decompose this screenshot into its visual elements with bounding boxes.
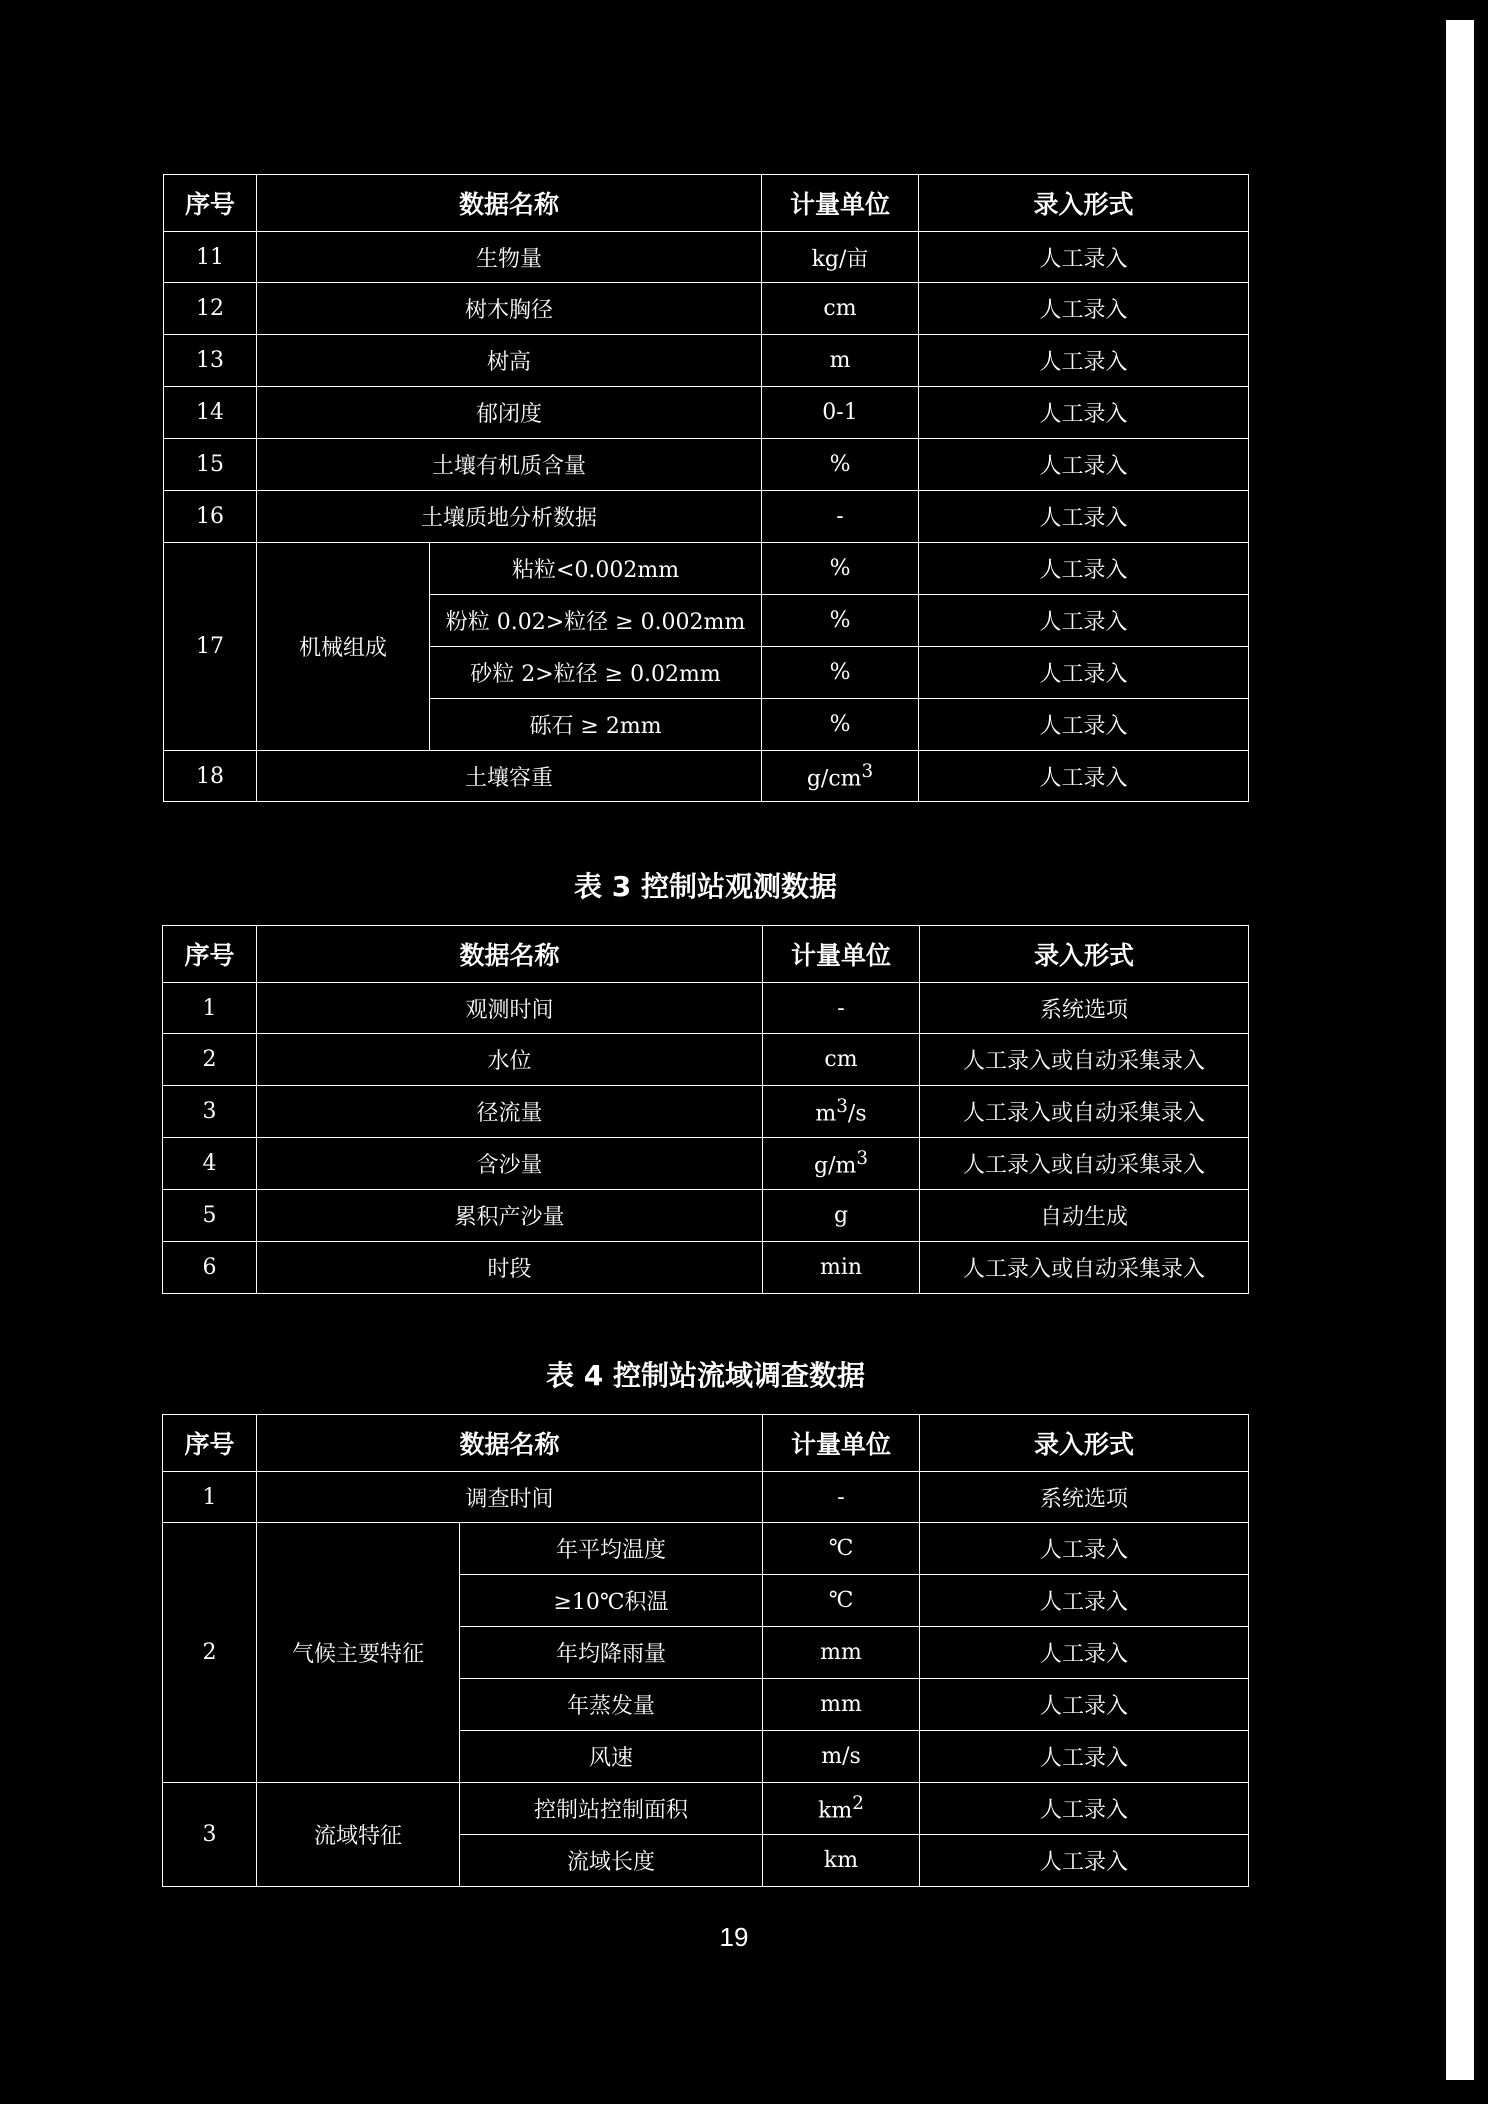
row-unit: mm xyxy=(763,1679,920,1731)
table-row xyxy=(163,1034,1249,1086)
row-entry-method: 人工录入 xyxy=(919,595,1249,647)
row-data-name: 土壤容重 xyxy=(257,751,762,802)
row-unit: % xyxy=(762,439,919,491)
table-row xyxy=(163,1783,1249,1835)
row-unit: % xyxy=(762,543,919,595)
row-entry-method: 人工录入或自动采集录入 xyxy=(920,1242,1249,1294)
header-entry: 录入形式 xyxy=(920,926,1249,983)
row-entry-method: 人工录入或自动采集录入 xyxy=(920,1034,1249,1086)
row-data-name: 树木胸径 xyxy=(257,283,762,335)
row-number: 6 xyxy=(163,1242,257,1294)
header-entry: 录入形式 xyxy=(919,175,1249,232)
unit-base: km xyxy=(818,1798,853,1824)
row-entry-method: 人工录入 xyxy=(919,283,1249,335)
table-row xyxy=(164,335,1249,387)
header-unit: 计量单位 xyxy=(762,175,919,232)
row-entry-method: 人工录入 xyxy=(920,1523,1249,1575)
row-entry-method: 人工录入 xyxy=(920,1575,1249,1627)
sub-item-name: ≥10℃积温 xyxy=(460,1575,763,1627)
table-row xyxy=(163,1190,1249,1242)
row-unit: km xyxy=(763,1835,920,1887)
row-entry-method: 人工录入 xyxy=(919,232,1249,283)
table-caption: 表 4 控制站流域调查数据 xyxy=(546,1359,865,1392)
group-number: 3 xyxy=(163,1783,257,1887)
table-header-row xyxy=(163,1415,1249,1472)
sub-item-name: 砂粒 2>粒径 ≥ 0.02mm xyxy=(430,647,762,699)
header-seq: 序号 xyxy=(163,926,257,983)
row-data-name: 调查时间 xyxy=(257,1472,763,1523)
table-header-row xyxy=(164,175,1249,232)
row-number: 5 xyxy=(163,1190,257,1242)
row-entry-method: 人工录入 xyxy=(919,335,1249,387)
unit-base: g/cm xyxy=(806,766,862,792)
row-unit: - xyxy=(762,491,919,543)
row-entry-method: 人工录入 xyxy=(920,1679,1249,1731)
header-unit: 计量单位 xyxy=(763,926,920,983)
row-data-name: 径流量 xyxy=(257,1086,763,1138)
row-number: 3 xyxy=(163,1086,257,1138)
row-unit xyxy=(763,1086,920,1138)
row-unit: 0-1 xyxy=(762,387,919,439)
row-data-name: 时段 xyxy=(257,1242,763,1294)
row-number: 4 xyxy=(163,1138,257,1190)
watershed-survey-table xyxy=(162,1414,1249,1887)
sub-item-name: 年平均温度 xyxy=(460,1523,763,1575)
row-entry-method: 人工录入 xyxy=(919,699,1249,751)
station-observation-table xyxy=(162,925,1249,1294)
row-unit: min xyxy=(763,1242,920,1294)
header-entry: 录入形式 xyxy=(920,1415,1249,1472)
sub-item-name: 年均降雨量 xyxy=(460,1627,763,1679)
row-unit: kg/亩 xyxy=(762,232,919,283)
row-entry-method: 人工录入或自动采集录入 xyxy=(920,1086,1249,1138)
row-data-name: 水位 xyxy=(257,1034,763,1086)
page-edge-bar xyxy=(1446,20,1474,2080)
sub-item-name: 年蒸发量 xyxy=(460,1679,763,1731)
table-row xyxy=(164,439,1249,491)
row-number: 2 xyxy=(163,1034,257,1086)
row-unit: % xyxy=(762,595,919,647)
row-unit: mm xyxy=(763,1627,920,1679)
unit-base: g/m xyxy=(813,1153,857,1179)
row-number: 18 xyxy=(164,751,257,802)
row-unit: % xyxy=(762,647,919,699)
sub-item-name: 粘粒<0.002mm xyxy=(430,543,762,595)
row-unit: cm xyxy=(763,1034,920,1086)
page-number: 19 xyxy=(719,1922,749,1952)
table-row xyxy=(163,1472,1249,1523)
row-unit: ℃ xyxy=(763,1575,920,1627)
row-unit: - xyxy=(763,1472,920,1523)
row-entry-method: 人工录入或自动采集录入 xyxy=(920,1138,1249,1190)
row-unit: cm xyxy=(762,283,919,335)
row-data-name: 生物量 xyxy=(257,232,762,283)
row-unit: ℃ xyxy=(763,1523,920,1575)
row-data-name: 观测时间 xyxy=(257,983,763,1034)
row-number: 16 xyxy=(164,491,257,543)
table-caption: 表 3 控制站观测数据 xyxy=(574,870,837,903)
row-unit xyxy=(763,1138,920,1190)
group-number: 17 xyxy=(164,543,257,751)
table-row xyxy=(164,491,1249,543)
header-name: 数据名称 xyxy=(257,926,763,983)
sub-item-name: 流域长度 xyxy=(460,1835,763,1887)
row-number: 1 xyxy=(163,1472,257,1523)
table-row xyxy=(164,751,1249,802)
row-unit: g xyxy=(763,1190,920,1242)
row-data-name: 含沙量 xyxy=(257,1138,763,1190)
row-entry-method: 人工录入 xyxy=(919,387,1249,439)
table-row xyxy=(164,543,1249,595)
unit-base: m xyxy=(815,1101,837,1127)
row-unit: m/s xyxy=(763,1731,920,1783)
row-number: 13 xyxy=(164,335,257,387)
row-entry-method: 人工录入 xyxy=(919,647,1249,699)
row-entry-method: 人工录入 xyxy=(920,1731,1249,1783)
row-unit: - xyxy=(763,983,920,1034)
row-entry-method: 自动生成 xyxy=(920,1190,1249,1242)
table-row xyxy=(164,387,1249,439)
row-unit xyxy=(762,751,919,802)
table-row xyxy=(164,283,1249,335)
unit-superscript: 3 xyxy=(856,1148,869,1170)
row-number: 11 xyxy=(164,232,257,283)
row-entry-method: 人工录入 xyxy=(919,543,1249,595)
row-number: 1 xyxy=(163,983,257,1034)
group-name: 机械组成 xyxy=(257,543,430,751)
row-data-name: 郁闭度 xyxy=(257,387,762,439)
soil-data-table xyxy=(163,174,1249,802)
table-row xyxy=(163,1242,1249,1294)
table-row xyxy=(163,983,1249,1034)
header-unit: 计量单位 xyxy=(763,1415,920,1472)
group-name: 气候主要特征 xyxy=(257,1523,460,1783)
table-row xyxy=(163,1138,1249,1190)
row-entry-method: 系统选项 xyxy=(920,983,1249,1034)
row-unit xyxy=(763,1783,920,1835)
row-number: 12 xyxy=(164,283,257,335)
row-entry-method: 人工录入 xyxy=(920,1835,1249,1887)
row-unit: m xyxy=(762,335,919,387)
row-unit: % xyxy=(762,699,919,751)
row-number: 14 xyxy=(164,387,257,439)
row-entry-method: 系统选项 xyxy=(920,1472,1249,1523)
row-number: 15 xyxy=(164,439,257,491)
sub-item-name: 砾石 ≥ 2mm xyxy=(430,699,762,751)
header-seq: 序号 xyxy=(164,175,257,232)
row-data-name: 树高 xyxy=(257,335,762,387)
group-name: 流域特征 xyxy=(257,1783,460,1887)
unit-superscript: 2 xyxy=(852,1793,864,1815)
header-seq: 序号 xyxy=(163,1415,257,1472)
row-data-name: 土壤有机质含量 xyxy=(257,439,762,491)
header-name: 数据名称 xyxy=(257,1415,763,1472)
row-data-name: 累积产沙量 xyxy=(257,1190,763,1242)
header-name: 数据名称 xyxy=(257,175,762,232)
sub-item-name: 控制站控制面积 xyxy=(460,1783,763,1835)
sub-item-name: 风速 xyxy=(460,1731,763,1783)
sub-item-name: 粉粒 0.02>粒径 ≥ 0.002mm xyxy=(430,595,762,647)
row-entry-method: 人工录入 xyxy=(920,1627,1249,1679)
row-entry-method: 人工录入 xyxy=(920,1783,1249,1835)
row-data-name: 土壤质地分析数据 xyxy=(257,491,762,543)
unit-superscript: 3 xyxy=(836,1096,848,1118)
table-header-row xyxy=(163,926,1249,983)
row-entry-method: 人工录入 xyxy=(919,751,1249,802)
row-entry-method: 人工录入 xyxy=(919,439,1249,491)
table-row xyxy=(163,1523,1249,1575)
group-number: 2 xyxy=(163,1523,257,1783)
table-row xyxy=(164,232,1249,283)
row-entry-method: 人工录入 xyxy=(919,491,1249,543)
table-row xyxy=(163,1086,1249,1138)
unit-tail: /s xyxy=(847,1101,867,1127)
unit-superscript: 3 xyxy=(861,760,874,782)
